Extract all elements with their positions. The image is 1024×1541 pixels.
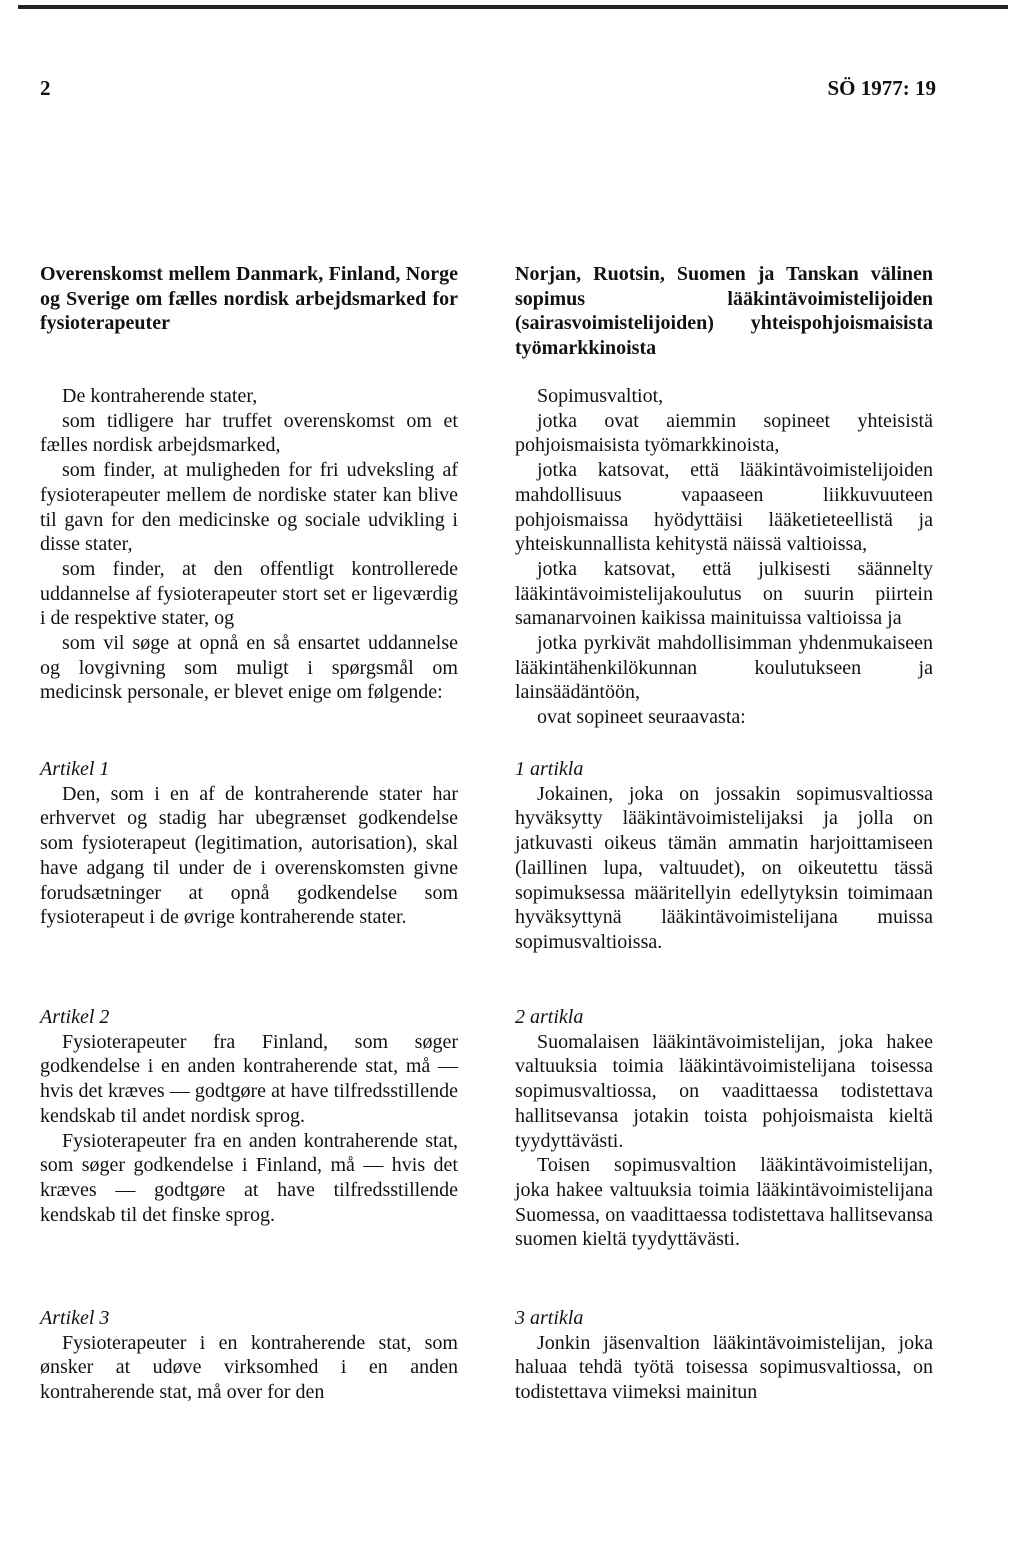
finnish-article-1 <box>515 757 933 1005</box>
document-reference: SÖ 1977: 19 <box>827 76 936 100</box>
page-number: 2 <box>40 76 51 100</box>
article-title: 1 artikla <box>515 758 584 780</box>
danish-article-2 <box>40 1005 458 1306</box>
preamble-line: jotka ovat aiemmin sopineet yhteisistä pohjoismaisista työmarkkinoista, <box>515 409 933 457</box>
preamble-line: jotka katsovat, että julkisesti säännelty lääkintävoimistelijakoulutus on suurin piirtein samanarvoinen kaikissa mainituissa valtioissa ja <box>515 557 933 630</box>
preamble-line: De kontraherende stater, <box>62 385 258 407</box>
preamble-line: Sopimusvaltiot, <box>537 385 664 407</box>
preamble-line: jotka katsovat, että lääkintävoimistelijoiden mahdollisuus vapaaseen liikkuvuuteen pohjoismaissa hyödyttäisi lääketieteellistä ja yhteiskunnallista kehitystä näissä valtioissa, <box>515 459 933 556</box>
finnish-column <box>515 262 933 1405</box>
danish-preamble-2 <box>40 631 458 757</box>
danish-article-3 <box>40 1306 458 1405</box>
danish-heading: Overenskomst mellem Danmark, Finland, Norge og Sverige om fælles nordisk arbejdsmarked for fysioterapeuter <box>40 263 458 335</box>
article-paragraph: Jokainen, joka on jossakin sopimusvaltiossa hyväksytty lääkintävoimistelijaksi ja jolla on jatkuvasti oikeus tämän ammatin harjoittamiseen (laillinen lupa, valtuudet), on oikeutettu tässä sopimuksessa määritellyin edellytyksin toimimaan hyväksyttynä lääkintävoimistelijana muissa sopimusvaltioissa. <box>515 782 933 953</box>
danish-column <box>40 262 458 1405</box>
finnish-heading: Norjan, Ruotsin, Suomen ja Tanskan välinen sopimus lääkintävoimistelijoiden (sairasvoimistelijoiden) yhteispohjoismaisista työmarkkinoista <box>515 263 933 360</box>
finnish-preamble <box>515 384 933 757</box>
preamble-line: som finder, at den offentligt kontrollerede uddannelse af fysioterapeuter stort set er ligeværdig i de respektive stater, og <box>40 557 458 630</box>
preamble-line: som tidligere har truffet overenskomst om et fælles nordisk arbejdsmarked, <box>40 409 458 457</box>
article-paragraph: Suomalaisen lääkintävoimistelijan, joka hakee valtuuksia toimia lääkintävoimistelijana toisessa sopimusvaltiossa, on vaadittaessa todistettava hallitsevansa jotakin toista pohjoismaista kieltä tyydyttävästi. <box>515 1030 933 1152</box>
article-title: Artikel 3 <box>40 1307 110 1329</box>
preamble-line: ovat sopineet seuraavasta: <box>537 706 746 729</box>
article-title: Artikel 2 <box>40 1006 110 1028</box>
article-paragraph: Toisen sopimusvaltion lääkintävoimistelijan, joka hakee valtuuksia toimia lääkintävoimistelijana Suomessa, on vaadittaessa todistettava hallitsevansa suomen kieltä tyydyttävästi. <box>515 1154 933 1251</box>
finnish-article-2 <box>515 1005 933 1306</box>
article-paragraph: Fysioterapeuter fra en anden kontraherende stat, som søger godkendelse i Finland, må — hvis det kræves — godtgøre at have tilfredsstillende kendskab til det finske sprog. <box>40 1129 458 1226</box>
finnish-article-3 <box>515 1306 933 1405</box>
danish-article-1 <box>40 757 458 1005</box>
preamble-line: jotka pyrkivät mahdollisimman yhdenmukaiseen lääkintähenkilökunnan koulutukseen ja lainsäädäntöön, <box>515 632 933 704</box>
article-title: 3 artikla <box>515 1307 584 1329</box>
article-title: Artikel 1 <box>40 758 110 780</box>
danish-preamble-1 <box>40 384 458 631</box>
top-border-line <box>18 5 1008 9</box>
preamble-line: som vil søge at opnå en så ensartet uddannelse og lovgivning som muligt i spørgsmål om medicinsk personale, er blevet enige om følgende: <box>40 632 458 704</box>
article-paragraph: Jonkin jäsenvaltion lääkintävoimistelijan, joka haluaa tehdä työtä toisessa sopimusvaltiossa, on todistettava viimeksi mainitun <box>515 1331 933 1404</box>
article-paragraph: Fysioterapeuter fra Finland, som søger godkendelse i en anden kontraherende stat, må — hvis det kræves — godtgøre at have tilfredsstillende kendskab til andet nordisk sprog. <box>40 1030 458 1127</box>
article-title: 2 artikla <box>515 1006 584 1028</box>
article-paragraph: Fysioterapeuter i en kontraherende stat, som ønsker at udøve virksomhed i en anden kontraherende stat, må over for den <box>40 1331 458 1404</box>
preamble-line: som finder, at muligheden for fri udveksling af fysioterapeuter mellem de nordiske stater kan blive til gavn for den medicinske og sociale udvikling i disse stater, <box>40 459 458 556</box>
article-paragraph: Den, som i en af de kontraherende stater har erhvervet og stadig har ubegrænset godkendelse som fysioterapeut (legitimation, autorisation), skal have adgang til under de i overenskomsten givne forudsætninger at opnå godkendelse som fysioterapeut i de øvrige kontraherende stater. <box>40 782 458 929</box>
